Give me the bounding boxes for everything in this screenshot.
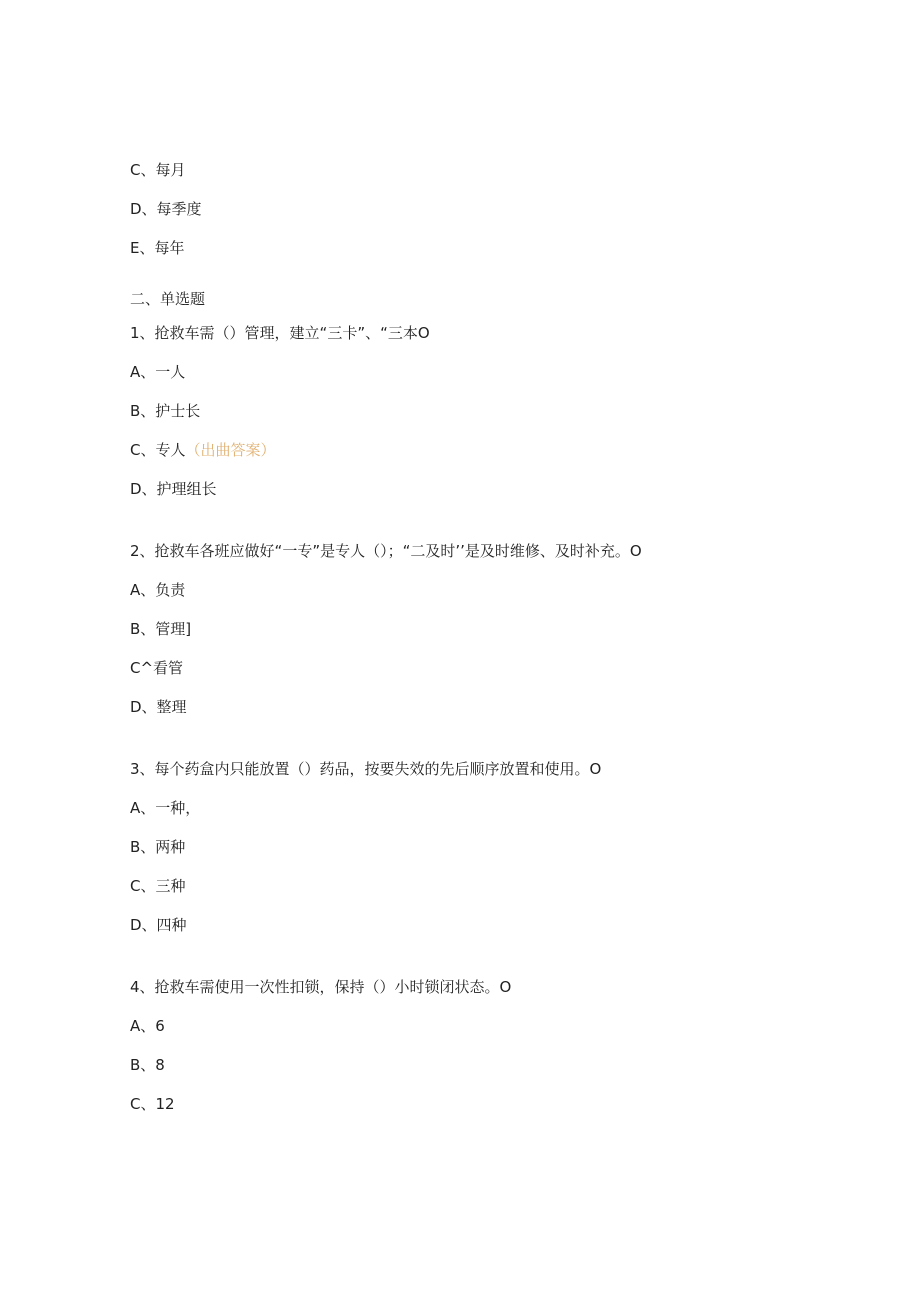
option-d: D、整理 [130,698,187,716]
option-e: E、每年 [130,239,185,257]
option-c: C^看管 [130,659,184,677]
option-a: A、一种， [130,799,201,817]
section-title: 二、单选题 [130,290,206,308]
option-c-label: C、专人 [130,441,186,459]
question-stem: 4、抢救车需使用一次性扣锁，保持（）小时锁闭状态。O [130,978,512,996]
option-a: A、负责 [130,581,186,599]
option-d: D、护理组长 [130,480,217,498]
option-c [130,440,276,460]
option-b: B、两种 [130,838,186,856]
question-stem: 2、抢救车各班应做好“一专”是专人（）；“二及时’’是及时维修、及时补充。O [130,542,642,560]
question-stem: 3、每个药盒内只能放置（）药品，按要失效的先后顺序放置和使用。O [130,760,602,778]
option-b: B、8 [130,1056,165,1074]
option-d: D、每季度 [130,200,202,218]
option-a: A、一人 [130,363,186,381]
option-c: C、12 [130,1095,175,1113]
option-d: D、四种 [130,916,187,934]
option-a: A、6 [130,1017,165,1035]
option-b: B、管理] [130,620,192,638]
option-b: B、护士长 [130,402,201,420]
option-c: C、三种 [130,877,186,895]
answer-hint: （出曲答案） [185,441,276,459]
option-c: C、每月 [130,161,186,179]
question-stem: 1、抢救车需（）管理，建立“三卡”、“三本O [130,324,430,342]
